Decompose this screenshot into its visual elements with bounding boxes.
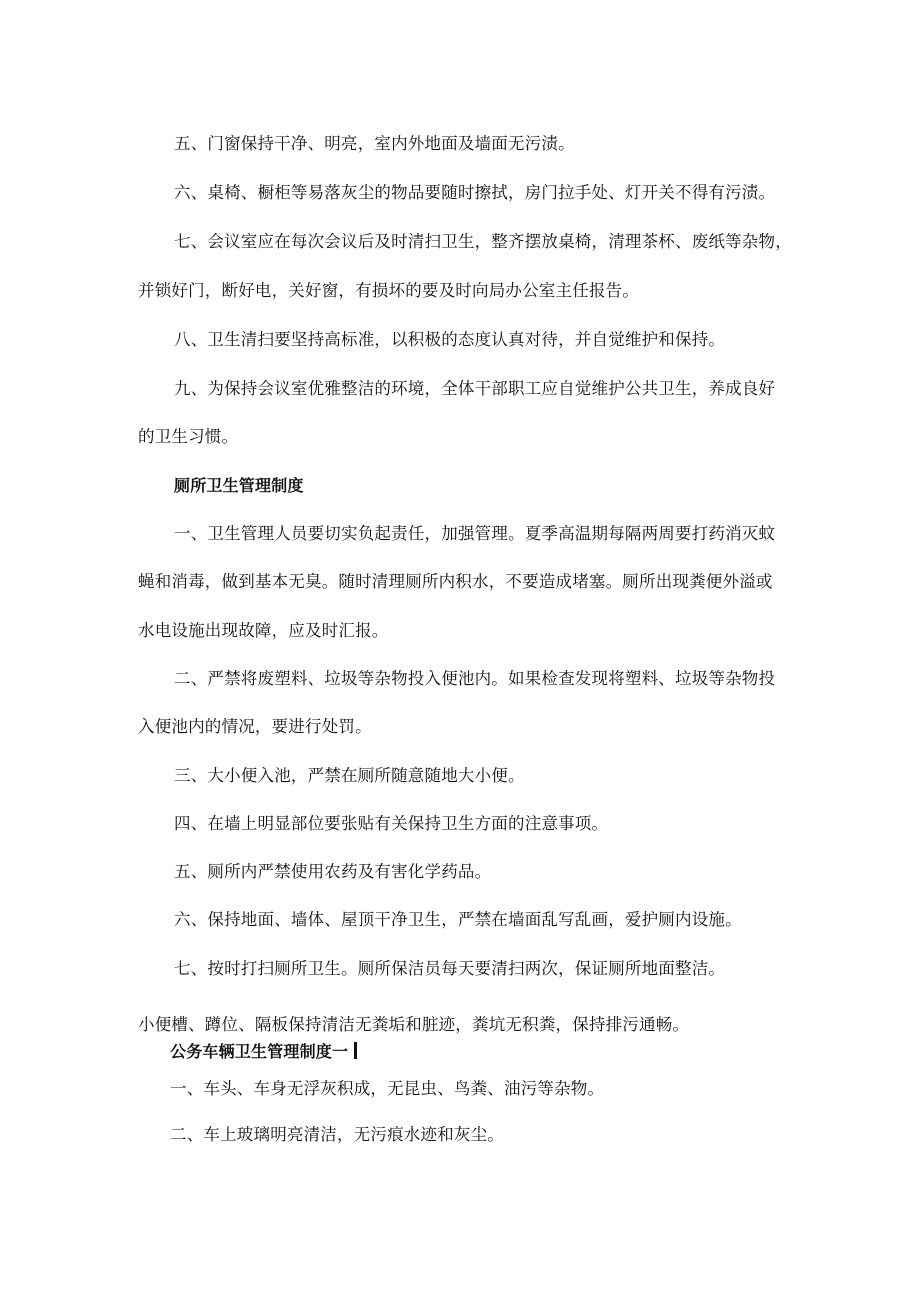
- rule-item-9-line-2: 的卫生习惯。: [138, 427, 239, 446]
- toilet-item-2-line-2: 入便池内的情况，要进行处罚。: [138, 717, 372, 736]
- toilet-item-5: 五、厕所内严禁使用农药及有害化学药品。: [174, 862, 492, 881]
- toilet-item-2-line-1: 二、严禁将废塑料、垃圾等杂物投入便池内。如果检查发现将塑料、垃圾等杂物投: [174, 669, 776, 688]
- vehicle-section-title: [170, 1040, 357, 1064]
- toilet-item-1-line-1: 一、卫生管理人员要切实负起责任，加强管理。夏季高温期每隔两周要打药消灭蚊: [174, 524, 776, 543]
- toilet-item-7-line-1: 七、按时打扫厕所卫生。厕所保洁员每天要清扫两次，保证厕所地面整洁。: [174, 959, 726, 978]
- rule-item-7-line-2: 并锁好门，断好电，关好窗，有损坏的要及时向局办公室主任报告。: [138, 281, 639, 300]
- rule-item-6: 六、桌椅、橱柜等易落灰尘的物品要随时擦拭，房门拉手处、灯开关不得有污渍。: [174, 183, 776, 202]
- toilet-item-1-line-2: 蝇和消毒，做到基本无臭。随时清理厕所内积水，不要造成堵塞。厕所出现粪便外溢或: [138, 572, 773, 591]
- toilet-item-4: 四、在墙上明显部位要张贴有关保持卫生方面的注意事项。: [174, 814, 609, 833]
- toilet-item-1-line-3: 水电设施出现故障，应及时汇报。: [138, 621, 389, 640]
- vehicle-item-2: 二、车上玻璃明亮清洁，无污痕水迹和灰尘。: [170, 1125, 504, 1144]
- toilet-item-6: 六、保持地面、墙体、屋顶干净卫生，严禁在墙面乱写乱画，爱护厕内设施。: [174, 910, 742, 929]
- rule-item-7-line-1: 七、会议室应在每次会议后及时清扫卫生，整齐摆放桌椅，清理茶杯、废纸等杂物，: [174, 232, 792, 251]
- rule-item-5: 五、门窗保持干净、明亮，室内外地面及墙面无污渍。: [174, 134, 575, 153]
- toilet-section-title: 厕所卫生管理制度: [174, 476, 304, 495]
- vehicle-item-1: 一、车头、车身无浮灰积成，无昆虫、鸟粪、油污等杂物。: [170, 1079, 605, 1098]
- rule-item-9-line-1: 九、为保持会议室优雅整洁的环境，全体干部职工应自觉维护公共卫生，养成良好: [174, 379, 776, 398]
- toilet-item-3: 三、大小便入池，严禁在厕所随意随地大小便。: [174, 766, 525, 785]
- vehicle-section-title-text: 公务车辆卫生管理制度一: [170, 1042, 349, 1061]
- text-cursor-bar: [354, 1042, 357, 1059]
- toilet-item-7-line-2: 小便槽、蹲位、隔板保持清洁无粪垢和脏迹，粪坑无积粪，保持排污通畅。: [138, 1015, 690, 1034]
- rule-item-8: 八、卫生清扫要坚持高标准，以积极的态度认真对待，并自觉维护和保持。: [174, 330, 726, 349]
